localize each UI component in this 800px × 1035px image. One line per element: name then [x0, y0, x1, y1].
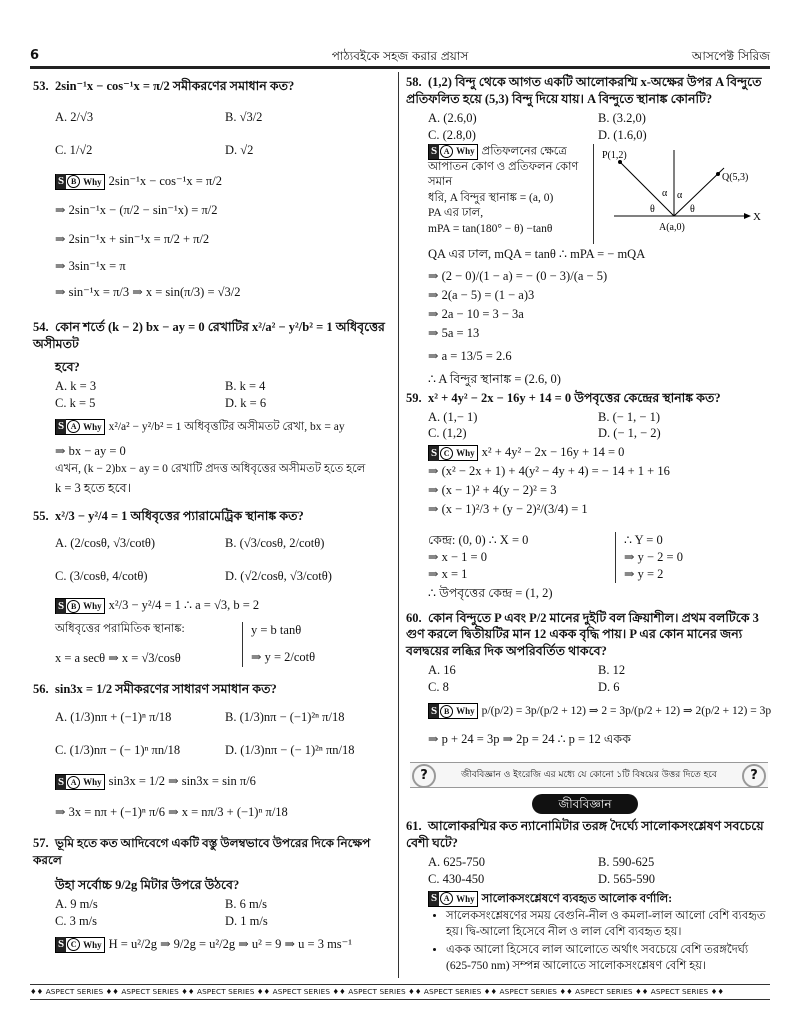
option-d: D. (√2/cosθ, √3/cotθ): [225, 569, 332, 584]
solution-badge: [55, 774, 105, 790]
point-q: [716, 172, 720, 176]
solution-line: [33, 418, 395, 436]
solution-line: [406, 702, 772, 720]
solution-split: [406, 532, 768, 583]
option-a: A. k = 3: [55, 378, 97, 393]
solution-badge: [428, 445, 478, 461]
solution-step: ⇒ bx − ay = 0: [55, 444, 126, 459]
header-rule: [30, 66, 770, 69]
solution-left: [428, 532, 615, 583]
question-text: ভূমি হতে কত আদিবেগে একটি বস্তু উলম্বভাবে উপরের দিকে নিক্ষেপ করলে: [33, 836, 371, 868]
badge-why: Why: [456, 893, 475, 904]
solution-step: x²/3 − y²/4 = 1 ∴ a = √3, b = 2: [108, 598, 260, 613]
answer-letter: B: [67, 175, 80, 188]
question-number: 58.: [406, 75, 422, 89]
option-a: A. 2/√3: [55, 109, 94, 124]
option-b: B. √3/2: [225, 109, 263, 124]
solution-step: ⇒ 2sin⁻¹x + sin⁻¹x = π/2 + π/2: [55, 231, 210, 246]
option-d: D. 1 m/s: [225, 913, 268, 928]
solution-step: k = 3 হতে হবে।: [55, 480, 132, 495]
label-x: X: [753, 210, 761, 223]
solution-step: p/(p/2) = 3p/(p/2 + 12) ⇒ 2 = 3p/(p/2 + 12) ⇒ 2(p/2 + 12) = 3p: [481, 704, 772, 717]
reflection-diagram: [594, 144, 764, 244]
solution-step: x = a secθ ⇒ x = √3/cosθ: [55, 650, 181, 665]
solution-step: ∴ উপবৃত্তের কেন্দ্র = (1, 2): [428, 585, 553, 600]
question-text: আলোকরশ্মির কত ন্যানোমিটার তরঙ্গ দৈর্ঘ্যে সালোকসংশ্লেষণ সবচেয়ে বেশী ঘটে?: [406, 819, 764, 850]
solution-badge: [428, 891, 478, 907]
solution-text: [406, 144, 594, 244]
solution-badge: [55, 598, 105, 614]
question-mark-icon: ?: [742, 764, 766, 788]
option-c: C. 1/√2: [55, 142, 93, 157]
options: [406, 662, 768, 696]
label-theta-1: θ: [650, 203, 655, 215]
section-heading: জীববিজ্ঞান: [532, 794, 638, 814]
badge-s: S: [431, 145, 438, 158]
solution-step: ⇒ 2sin⁻¹x − (π/2 − sin⁻¹x) = π/2: [55, 202, 218, 217]
solution-step: ⇒ y = 2: [624, 566, 664, 581]
solution-step: ⇒ y = 2/cotθ: [251, 650, 316, 665]
options: [33, 709, 395, 759]
question-text: sin3x = 1/2 সমীকরণের সাধারণ সমাধান কত?: [55, 681, 277, 696]
option-b: B. k = 4: [225, 378, 266, 393]
question-61: [406, 818, 768, 852]
question-text: 2sin⁻¹x − cos⁻¹x = π/2 সমীকরণের সমাধান কত?: [55, 79, 295, 93]
options: [33, 378, 395, 412]
answer-letter: B: [67, 600, 80, 613]
right-column: [406, 74, 772, 750]
answer-letter: A: [440, 892, 453, 905]
question-number: 53.: [33, 79, 49, 93]
solution-right: [615, 532, 683, 583]
option-c: C. (1/3)nπ − (− 1)ⁿ πn/18: [55, 743, 181, 758]
options: [33, 109, 395, 159]
solution-with-diagram: [406, 144, 768, 244]
option-d: D. (− 1, − 2): [598, 426, 661, 441]
solution-right: [242, 622, 315, 666]
answer-letter: A: [440, 145, 453, 158]
label-q: Q(5,3): [722, 171, 749, 183]
badge-s: S: [58, 775, 65, 788]
option-c: C. (2.8,0): [428, 127, 476, 142]
option-b: B. (− 1, − 1): [598, 409, 661, 424]
solution-split: [33, 622, 395, 666]
option-a: A. 9 m/s: [55, 896, 98, 911]
question-text: (1,2) বিন্দু থেকে আগত একটি আলোকরশ্মি x-অক্ষের উপর A বিন্দুতে প্রতিফলিত হয়ে (5,3) বিন্দু দিয়ে যায়। A বিন্দুতে স্থানাঙ্ক কোনটি?: [406, 75, 762, 106]
option-d: D. √2: [225, 142, 254, 157]
question-text: x²/3 − y²/4 = 1 অধিবৃত্তের প্যারামেট্রিক স্থানাঙ্ক কত?: [55, 509, 304, 524]
option-b: B. 12: [598, 663, 626, 678]
badge-why: Why: [83, 421, 102, 432]
question-text: কোন শর্তে (k − 2) bx − ay = 0 রেখাটির x²/a² − y²/b² = 1 অধিবৃত্তের অসীমতট: [33, 320, 385, 352]
option-d: D. (1/3)nπ − (− 1)²ⁿ πn/18: [225, 743, 355, 758]
label-p: P(1,2): [602, 149, 627, 161]
option-b: B. (1/3)nπ − (−1)²ⁿ π/18: [225, 710, 345, 725]
solution-step: ⇒ sin⁻¹x = π/3 ⇒ x = sin(π/3) = √3/2: [55, 285, 241, 300]
badge-why: Why: [456, 146, 475, 157]
label-a: A(a,0): [659, 221, 685, 233]
option-b: B. (3.2,0): [598, 110, 646, 125]
badge-s: S: [431, 704, 438, 717]
question-61-block: [406, 818, 768, 977]
badge-why: Why: [456, 448, 475, 459]
bullet-item: • একক আলো হিসেবে লাল আলোতে অর্থাৎ সবচেয়ে বেশি তরঙ্গদৈর্ঘ্য (625-750 nm) সম্পন্ন আলোতে সালোকসংশ্লেষণ বেশি হয়।: [446, 943, 768, 974]
question-53: [33, 78, 395, 95]
question-56: [33, 681, 395, 698]
badge-s: S: [58, 938, 65, 951]
question-text-cont: উহা সর্বোচ্চ 9/2g মিটার উপরে উঠবে?: [55, 877, 240, 892]
solution-step: ∴ Y = 0: [624, 533, 663, 547]
column-divider: [398, 72, 399, 978]
question-number: 56.: [33, 681, 49, 696]
option-c: C. 8: [428, 680, 449, 694]
solution-step: কেন্দ্র: (0, 0) ∴ X = 0: [428, 533, 529, 547]
solution-badge: [428, 144, 478, 160]
question-text: কোন বিন্দুতে P এবং P/2 মানের দুইটি বল ক্রিয়াশীল। প্রথম বলটিকে 3 গুণ করলে দ্বিতীয়টির মান 12 একক বৃদ্ধি পায়। P এর কোন মানের জন্য বলদ্বয়ের লব্ধির দিক অপরিবর্তিত থাকবে?: [406, 610, 759, 659]
solution-step: ⇒ a = 13/5 = 2.6: [428, 348, 512, 363]
question-number: 57.: [33, 836, 49, 851]
question-54: [33, 319, 395, 353]
option-a: A. (1/3)nπ + (−1)ⁿ π/18: [55, 710, 172, 725]
option-d: D. k = 6: [225, 395, 267, 410]
option-b: B. 590-625: [598, 854, 655, 869]
bullet-item: • সালেকসংশ্লেষণের সময় বেগুনি-নীল ও কমলা-লাল আলো বেশি ব্যবহৃত হয়। দ্বি-আলো হিসেবে নীল ও লাল বেশি ব্যবহৃত হয়।: [446, 909, 768, 940]
solution-line: [33, 936, 395, 953]
subject-choice-banner: [410, 762, 768, 788]
answer-letter: B: [440, 705, 453, 718]
solution-step: x²/a² − y²/b² = 1 অধিবৃত্তটির অসীমতট রেখা, bx = ay: [108, 420, 345, 433]
solution-step: ⇒ (x − 1)² + 4(y − 2)² = 3: [428, 483, 557, 498]
solution-step: PA এর ঢাল,: [428, 207, 484, 220]
badge-why: Why: [456, 705, 475, 716]
option-b: B. (√3/cosθ, 2/cotθ): [225, 536, 325, 551]
solution-step: ⇒ 5a = 13: [428, 326, 480, 340]
question-text-cont: হবে?: [55, 360, 80, 374]
solution-step: ⇒ 2a − 10 = 3 − 3a: [428, 307, 524, 322]
solution-badge: [428, 703, 478, 719]
option-c: C. 3 m/s: [55, 913, 98, 928]
answer-letter: C: [67, 938, 80, 951]
answer-letter: A: [67, 420, 80, 433]
solution-line: [33, 173, 395, 190]
option-c: C. 430-450: [428, 871, 485, 886]
question-60: [406, 610, 768, 661]
options: [406, 409, 768, 443]
badge-s: S: [58, 175, 65, 188]
options: [406, 854, 768, 888]
option-c: C. (1,2): [428, 426, 467, 441]
question-59: [406, 390, 768, 407]
option-a: A. (2/cosθ, √3/cotθ): [55, 536, 156, 551]
x-axis-arrow: [744, 213, 751, 219]
option-a: A. (1,− 1): [428, 409, 478, 424]
option-d: D. (1.6,0): [598, 127, 647, 142]
label-theta-2: θ: [690, 203, 695, 215]
solution-line: [406, 890, 768, 908]
solution-step: x² + 4y² − 2x − 16y + 14 = 0: [481, 445, 625, 460]
badge-s: S: [431, 892, 438, 905]
solution-step: ⇒ 3sin⁻¹x = π: [55, 258, 126, 273]
options: [406, 110, 768, 144]
option-b: B. 6 m/s: [225, 896, 268, 911]
question-text: x² + 4y² − 2x − 16y + 14 = 0 উপবৃত্তের কেন্দ্রের স্থানাঙ্ক কত?: [428, 390, 721, 405]
solution-badge: [55, 937, 105, 953]
badge-why: Why: [83, 176, 102, 187]
badge-why: Why: [83, 601, 102, 612]
solution-step: ধরি, A বিন্দুর স্থানাঙ্ক = (a, 0): [428, 191, 554, 204]
solution-step: mPA = tan(180° − θ) −tanθ: [428, 222, 553, 235]
solution-step: প্রতিফলনের ক্ষেত্রে আপাতন কোণ ও প্রতিফলন কোণ সমান: [428, 145, 579, 189]
question-number: 54.: [33, 320, 49, 335]
solution-step: ⇒ y − 2 = 0: [624, 549, 683, 564]
question-number: 60.: [406, 610, 422, 625]
question-number: 61.: [406, 819, 422, 833]
option-d: D. 6: [598, 680, 620, 694]
solution-line: [406, 444, 768, 461]
label-alpha-1: α: [662, 187, 668, 199]
solution-step: H = u²/2g ⇒ 9/2g = u²/2g ⇒ u² = 9 ⇒ u = 3 ms⁻¹: [108, 936, 353, 951]
solution-step: ⇒ (x − 1)²/3 + (y − 2)²/(3/4) = 1: [428, 502, 588, 517]
page-header: [30, 48, 770, 66]
solution-line: [33, 773, 395, 790]
label-alpha-2: α: [677, 189, 683, 201]
solution-step: 2sin⁻¹x − cos⁻¹x = π/2: [108, 173, 222, 188]
question-number: 55.: [33, 509, 49, 524]
solution-step: QA এর ঢাল, mQA = tanθ ∴ mPA = − mQA: [428, 246, 646, 261]
solution-step: ∴ A বিন্দুর স্থানাঙ্ক = (2.6, 0): [428, 371, 561, 386]
solution-step: ⇒ 2(a − 5) = (1 − a)3: [428, 288, 535, 303]
solution-step: ⇒ x = 1: [428, 566, 468, 581]
page-number: 6: [30, 48, 40, 63]
answer-letter: C: [440, 447, 453, 460]
header-title: পাঠ্যবইকে সহজ করার প্রয়াস: [331, 49, 469, 63]
solution-step: ⇒ x − 1 = 0: [428, 549, 487, 564]
options: [33, 896, 395, 930]
option-c: C. k = 5: [55, 395, 96, 410]
badge-why: Why: [83, 777, 102, 788]
solution-step: ⇒ (x² − 2x + 1) + 4(y² − 4y + 4) = − 14 + 1 + 16: [428, 464, 670, 479]
question-58: [406, 74, 768, 108]
solution-bullets: [406, 909, 768, 974]
solution-step: sin3x = 1/2 ⇒ sin3x = sin π/6: [108, 774, 256, 789]
badge-why: Why: [83, 939, 102, 950]
solution-badge: [55, 419, 105, 435]
question-number: 59.: [406, 390, 422, 405]
badge-s: S: [58, 420, 65, 433]
question-mark-icon: ?: [412, 764, 436, 788]
question-55: [33, 508, 395, 525]
footer-band: ♦♦ ASPECT SERIES ♦♦ ASPECT SERIES ♦♦ ASPECT SERIES ♦♦ ASPECT SERIES ♦♦ ASPECT SERIES ♦♦ ASPECT SERIES ♦♦ ASPECT SERIES ♦♦ ASPECT SERIES ♦♦ ASPECT SERIES ♦♦: [30, 984, 770, 1000]
solution-step: সালোকসংশ্লেষণে ব্যবহৃত আলোক বর্ণালি:: [481, 892, 673, 905]
option-a: A. 16: [428, 663, 456, 678]
option-d: D. 565-590: [598, 871, 655, 886]
solution-step: ⇒ (2 − 0)/(1 − a) = − (0 − 3)/(a − 5): [428, 269, 608, 284]
solution-badge: [55, 174, 105, 190]
option-c: C. (3/cosθ, 4/cotθ): [55, 569, 148, 584]
solution-left: [55, 622, 242, 666]
badge-s: S: [431, 446, 438, 459]
option-a: A. (2.6,0): [428, 110, 477, 125]
solution-step: এখন, (k − 2)bx − ay = 0 রেখাটি প্রদত্ত অধিবৃত্তের অসীমতট হতে হলে: [55, 463, 366, 476]
solution-step: y = b tanθ: [251, 623, 302, 638]
question-57: [33, 835, 395, 869]
banner-text: জীববিজ্ঞান ও ইংরেজি এর মধ্যে যে কোনো ১টি বিষয়ের উত্তর দিতে হবে: [461, 770, 717, 780]
solution-step: ⇒ 3x = nπ + (−1)ⁿ π/6 ⇒ x = nπ/3 + (−1)ⁿ π/18: [55, 805, 288, 820]
left-column: [33, 74, 395, 955]
solution-step: অধিবৃত্তের পরামিতিক স্থানাঙ্ক:: [55, 623, 185, 636]
option-a: A. 625-750: [428, 854, 485, 869]
answer-letter: A: [67, 776, 80, 789]
options: [33, 535, 395, 585]
solution-step: ⇒ p + 24 = 3p ⇒ 2p = 24 ∴ p = 12 একক: [428, 732, 631, 747]
badge-s: S: [58, 599, 65, 612]
solution-line: [33, 597, 395, 614]
series-name: আসপেক্ট সিরিজ: [691, 49, 770, 63]
